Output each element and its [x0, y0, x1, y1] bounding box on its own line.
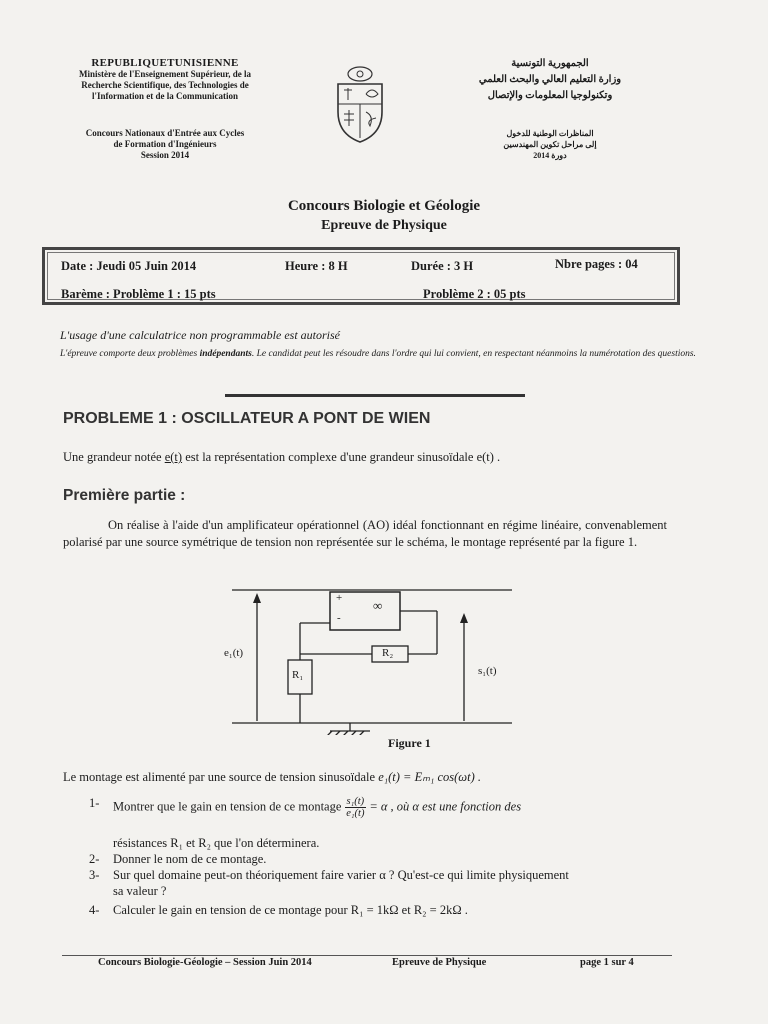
arabic-exam-line-2: إلى مراحل تكوين المهندسين — [503, 140, 597, 149]
footer-page-number: page 1 sur 4 — [580, 957, 634, 968]
part-heading: Première partie : — [63, 487, 186, 504]
question-3-continued: sa valeur ? — [113, 884, 167, 898]
gain-fraction: $\frac{\text{s₁(t)}}{\text{e₁(t)}}$ — [346, 796, 365, 819]
exam-line-2: de Formation d'Ingénieurs — [113, 139, 217, 149]
exam-date: Date : Jeudi 05 Juin 2014 — [61, 259, 197, 273]
exam-subtitle: Epreuve de Physique — [321, 218, 447, 233]
republic-title: REPUBLIQUETUNISIENNE — [91, 57, 239, 69]
arabic-line-1: الجمهورية التونسية — [511, 58, 589, 69]
plus-input-label: + — [336, 592, 343, 604]
exam-line-3: Session 2014 — [140, 150, 190, 160]
footer-divider — [62, 955, 672, 956]
arabic-line-2: وزارة التعليم العالي والبحث العلمي — [478, 74, 622, 85]
input-voltage-label: e₁(t) — [224, 647, 244, 659]
section-divider — [225, 394, 525, 397]
question-4: Calculer le gain en tension de ce montage pour R₁ = 1kΩ et R₂ = 2kΩ . — [113, 903, 468, 917]
header-arabic — [470, 56, 630, 104]
tunisia-coat-of-arms-icon — [330, 64, 390, 144]
exam-page-count: Nbre pages : 04 — [555, 257, 638, 271]
part-paragraph: On réalise à l'aide d'un amplificateur opérationnel (AO) idéal fonctionnant en régime linéaire, convenablement polarisé par une source symétrique de tension non représentée sur le schéma, le montage représenté par la figure 1. — [63, 518, 667, 549]
exam-title: Concours Biologie et Géologie — [287, 198, 481, 214]
ministry-line-2: Recherche Scientifique, des Technologies de — [81, 80, 249, 90]
header-arabic-exam — [480, 128, 620, 161]
minus-input-label: - — [337, 612, 341, 624]
resistor-r2-label: R₂ — [382, 647, 394, 659]
exam-time: Heure : 8 H — [285, 259, 348, 273]
question-2: Donner le nom de ce montage. — [113, 852, 267, 866]
arabic-line-3: وتكنولوجيا المعلومات والإتصال — [487, 90, 613, 101]
calculator-note: L'usage d'une calculatrice non programmable est autorisé — [60, 328, 340, 342]
arabic-exam-line-1: المناظرات الوطنية للدخول — [506, 129, 594, 138]
question-1-continued: résistances R₁ et R₂ que l'on déterminera. — [113, 836, 320, 850]
resistor-r1-label: R₁ — [292, 669, 304, 681]
independence-note: L'épreuve comporte deux problèmes indépendants. Le candidat peut les résoudre dans l'ordre qui lui convient, en respectant néanmoins la numérotation des questions. — [60, 349, 696, 359]
exam-line-1: Concours Nationaux d'Entrée aux Cycles — [85, 128, 245, 138]
header-french-exam — [40, 128, 290, 161]
ministry-line-3: l'Information et de la Communication — [92, 91, 238, 101]
scoring-problem-1: Barème : Problème 1 : 15 pts — [61, 287, 216, 301]
question-1: Montrer que le gain en tension de ce montage $\frac{\text{s₁(t)}}{\text{e₁(t)}}$ = α , où α est une fonction des — [113, 796, 522, 819]
infinite-gain-label: ∞ — [373, 598, 383, 613]
question-3: Sur quel domaine peut-on théoriquement faire varier α ? Qu'est-ce qui limite physiquement — [113, 868, 569, 882]
exam-info-box — [42, 247, 680, 305]
scoring-problem-2: Problème 2 : 05 pts — [423, 287, 526, 301]
header-french — [40, 58, 290, 102]
question-4-number: 4- — [89, 903, 100, 917]
problem-intro: Une grandeur notée e(t) est la représentation complexe d'une grandeur sinusoïdale e(t) . — [63, 450, 501, 464]
figure-caption: Figure 1 — [388, 736, 431, 750]
exam-duration: Durée : 3 H — [411, 259, 474, 273]
arabic-exam-line-3: دورة 2014 — [533, 151, 567, 160]
problem-heading: PROBLEME 1 : OSCILLATEUR A PONT DE WIEN — [63, 410, 431, 427]
ministry-line-1: Ministère de l'Enseignement Supérieur, de la — [79, 69, 251, 79]
question-2-number: 2- — [89, 852, 100, 866]
output-voltage-label: s₁(t) — [478, 665, 497, 677]
question-1-number: 1- — [89, 796, 100, 810]
question-3-number: 3- — [89, 868, 100, 882]
footer-exam-name: Concours Biologie-Géologie – Session Juin 2014 — [98, 957, 312, 968]
footer-subject: Epreuve de Physique — [392, 957, 487, 968]
circuit-diagram — [212, 585, 522, 735]
source-statement: Le montage est alimenté par une source de tension sinusoïdale e₁(t) = Eₘ₁ cos(ωt) . — [63, 770, 481, 784]
